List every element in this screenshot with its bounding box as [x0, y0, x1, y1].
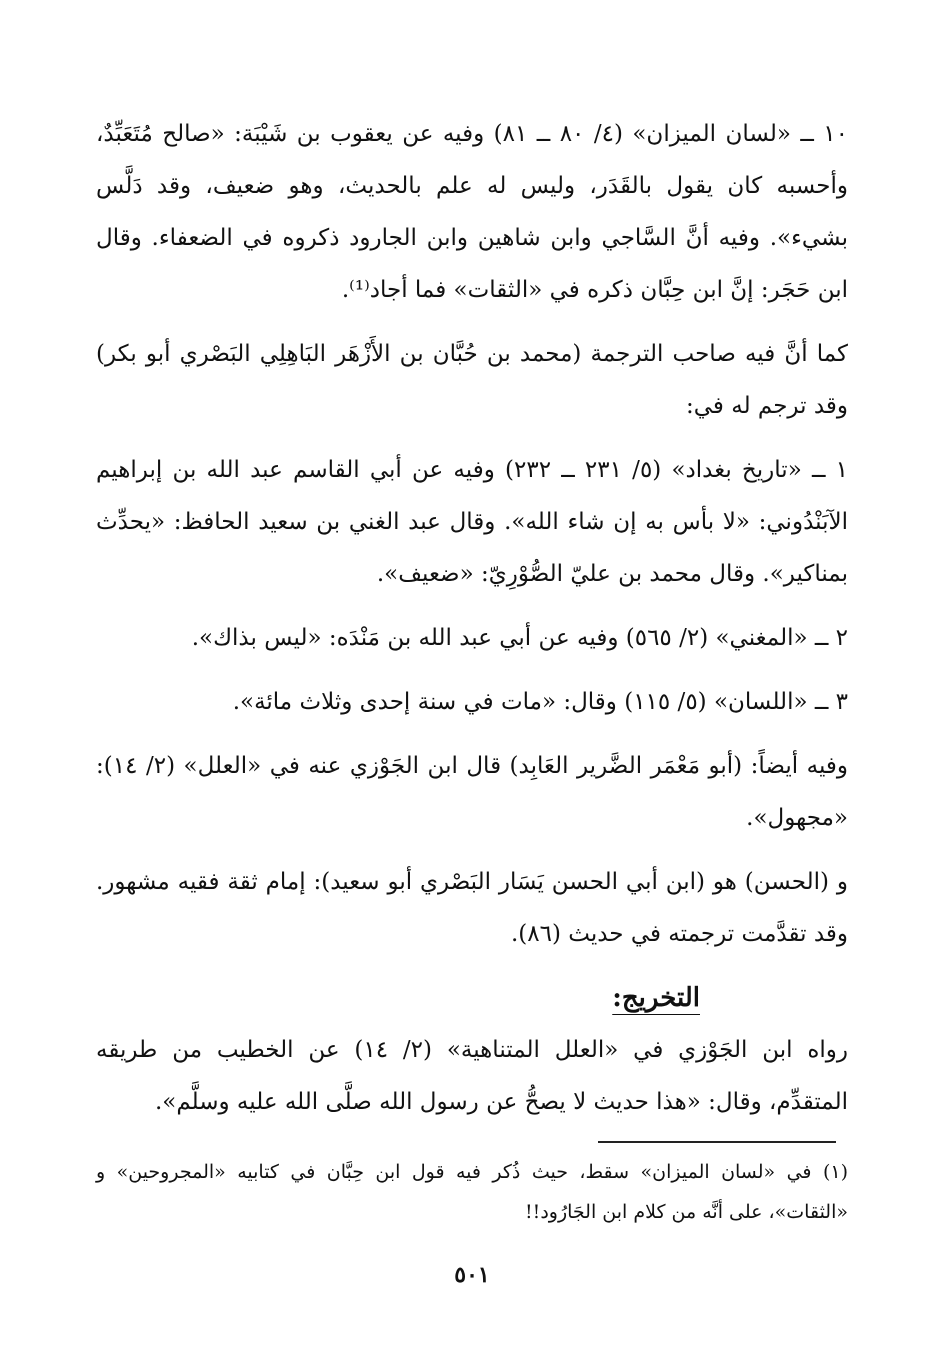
paragraph-al-hasan: و (الحسن) هو (ابن أبي الحسن يَسَار البَصْري أبو سعيد): إمام ثقة فقيه مشهور. وقد تقدَّمت ترجمته في حديث (٨٦).	[96, 869, 848, 947]
paragraph-al-lisan: ٣ ــ «اللسان» (٥/ ١١٥) وقال: «مات في سنة إحدى وثلاث مائة».	[232, 689, 848, 715]
paragraph-lisan-al-mizan: ١٠ ــ «لسان الميزان» (٤/ ٨٠ ــ ٨١) وفيه عن يعقوب بن شَيْبَة: «صالح مُتَعَبِّدٌ، وأحسبه كان يقول بالقَدَر، وليس له علم بالحديث، وهو ضعيف، وقد دَلَّس بشيء». وفيه أنَّ السَّاجي وابن شاهين وابن الجارود ذكروه في الضعفاء. وقال ابن حَجَر: إنَّ ابن حِبَّان ذكره في «الثقات» فما أجاد⁽¹⁾.	[96, 121, 848, 303]
section-heading-takhrij: التخريج:	[612, 983, 700, 1013]
page-number: ٥٠١	[454, 1262, 490, 1288]
paragraph-abu-mamar: وفيه أيضاً: (أبو مَعْمَر الضَّرير العَابِد) قال ابن الجَوْزي عنه في «العلل» (٢/ ١٤): «مجهول».	[96, 753, 849, 831]
paragraph-takhrij: رواه ابن الجَوْزي في «العلل المتناهية» (٢/ ١٤) عن الخطيب من طريقه المتقدِّم، وقال: «هذا حديث لا يصحُّ عن رسول الله صلَّى الله عليه وسلَّم».	[96, 1037, 848, 1115]
paragraph-tarikh-baghdad: ١ ــ «تاريخ بغداد» (٥/ ٢٣١ ــ ٢٣٢) وفيه عن أبي القاسم عبد الله بن إبراهيم الآبَنْدُوني: «لا بأس به إن شاء الله». وقال عبد الغني بن سعيد الحافظ: «يحدِّث بمناكير». وقال محمد بن عليّ الصُّوْرِيّ: «ضعيف».	[96, 457, 849, 587]
page-body	[96, 108, 848, 1140]
paragraph-al-mughni: ٢ ــ «المغني» (٢/ ٥٦٥) وفيه عن أبي عبد الله بن مَنْدَه: «ليس بذاك».	[191, 625, 848, 651]
paragraph-translation-subject: كما أنَّ فيه صاحب الترجمة (محمد بن حُبَّان بن الأَزْهَر البَاهِلِي البَصْري أبو بكر) وقد ترجم له في:	[96, 341, 848, 419]
footnote-divider	[598, 1141, 836, 1143]
footnote: (١) في «لسان الميزان» سقط، حيث ذُكر فيه قول ابن حِبَّان في كتابيه «المجروحين» و «الثقات»، على أنَّه من كلام ابن الجَارُود!!	[96, 1161, 848, 1223]
